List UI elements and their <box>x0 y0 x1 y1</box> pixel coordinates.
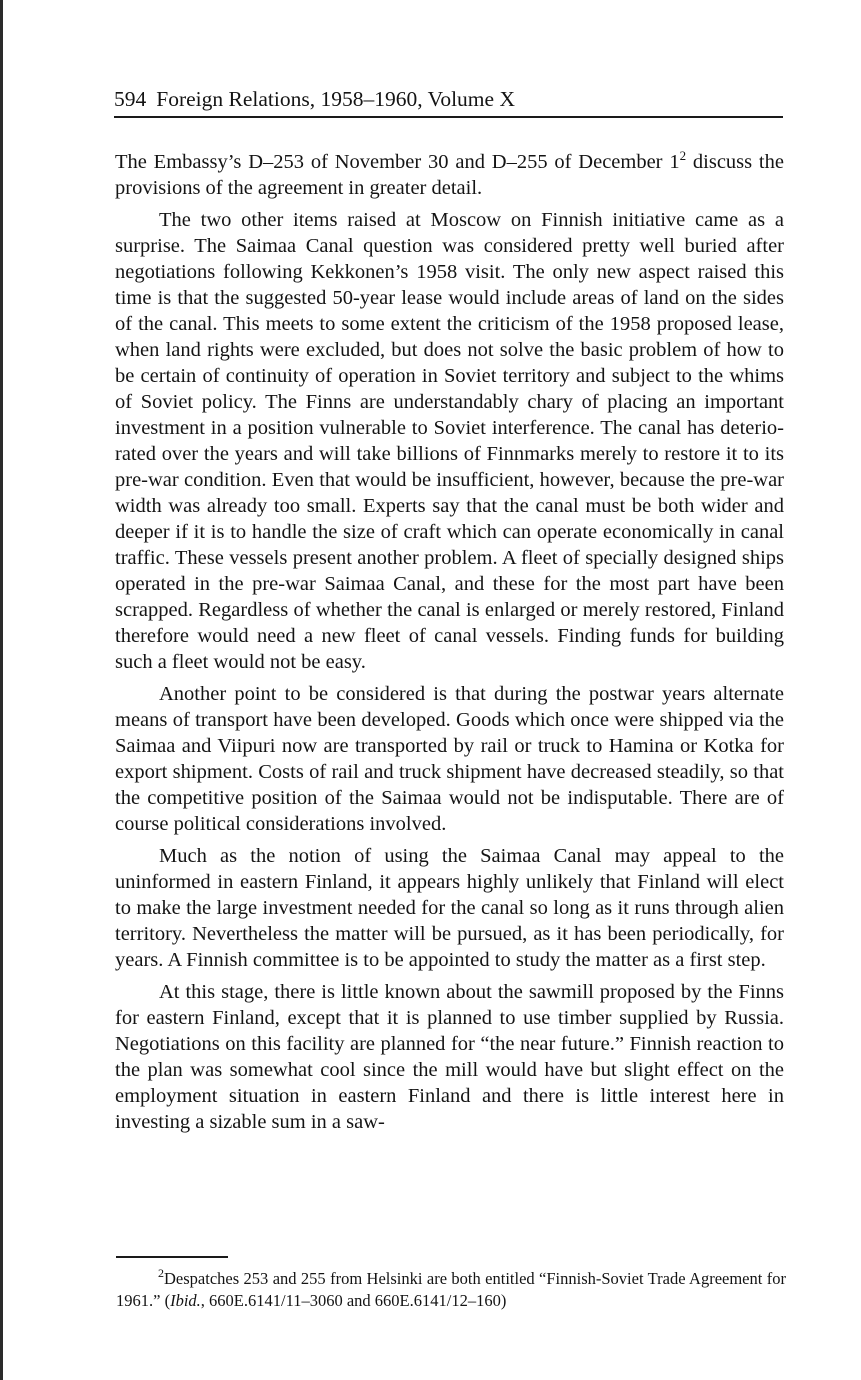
body-text <box>115 149 784 1141</box>
running-title: Foreign Relations, 1958–1960, Volume X <box>156 87 515 111</box>
page-number: 594 <box>114 87 147 111</box>
paragraph-4: Much as the notion of using the Saimaa Canal may appeal to the uninformed in eastern Finland, it appears highly unlikely that Finland will elect to make the large investment needed for the canal so long as it runs through alien territory. Nevertheless the matter will be pursued, as it has been periodically, for years. A Finnish committee is to be appointed to study the matter as a first step. <box>115 845 784 971</box>
paragraph-1-text-b: discuss the provisions of the agreement in greater detail. <box>115 151 784 199</box>
footnote <box>116 1268 786 1312</box>
paragraph-5: At this stage, there is little known about the sawmill proposed by the Finns for eastern Finland, except that it is planned to use timber supplied by Russia. Negotiations on this facility are planned for “the near future.” Finnish reaction to the plan was somewhat cool since the mill would have but slight effect on the employment situation in eastern Finland and there is little interest here in investing a sizable sum in a saw- <box>115 981 784 1133</box>
scan-edge <box>0 0 3 1380</box>
running-head <box>114 84 783 118</box>
footnote-rule <box>116 1256 228 1258</box>
footnote-reference: 2 <box>679 148 687 163</box>
paragraph-1 <box>115 149 784 201</box>
footnote-text-b: , 660E.6141/11–3060 and 660E.6141/12–160) <box>200 1291 507 1310</box>
footnote-text-a: Despatches 253 and 255 from Helsinki are both entitled “Finnish-Soviet Trade Agreement for 1961.” ( <box>116 1269 786 1310</box>
paragraph-1-text-a: The Embassy’s D–253 of November 30 and D–255 of December 1 <box>115 151 680 173</box>
paragraph-3: Another point to be considered is that during the postwar years alternate means of transport have been developed. Goods which once were shipped via the Saimaa and Viipuri now are transported by rail or truck to Hamina or Kotka for export shipment. Costs of rail and truck shipment have decreased steadily, so that the competitive position of the Saimaa would not be indisputable. There are of course political considerations involved. <box>115 683 784 835</box>
paragraph-2: The two other items raised at Moscow on Finnish initiative came as a surprise. The Saimaa Canal question was considered pretty well buried after negotiations following Kekkonen’s 1958 visit. The only new aspect raised this time is that the suggested 50-year lease would include areas of land on the sides of the canal. This meets to some extent the criticism of the 1958 proposed lease, when land rights were excluded, but does not solve the basic problem of how to be certain of continuity of operation in Soviet territory and subject to the whims of Soviet policy. The Finns are understandably chary of placing an important investment in a position vulnerable to Soviet interference. The canal has deteriorated over the years and will take billions of Finnmarks merely to restore it to its pre-war condition. Even that would be insufficient, however, because the pre-war width was already too small. Experts say that the canal must be both wider and deeper if it is to handle the size of craft which can operate economically in canal traffic. These vessels present another problem. A fleet of specially designed ships operated in the pre-war Saimaa Canal, and these for the most part have been scrapped. Regardless of whether the canal is enlarged or merely restored, Finland therefore would need a new fleet of canal vessels. Finding funds for building such a fleet would not be easy. <box>115 209 784 673</box>
footnote-marker: 2 <box>158 1266 164 1280</box>
footnote-ibid: Ibid. <box>170 1291 201 1310</box>
